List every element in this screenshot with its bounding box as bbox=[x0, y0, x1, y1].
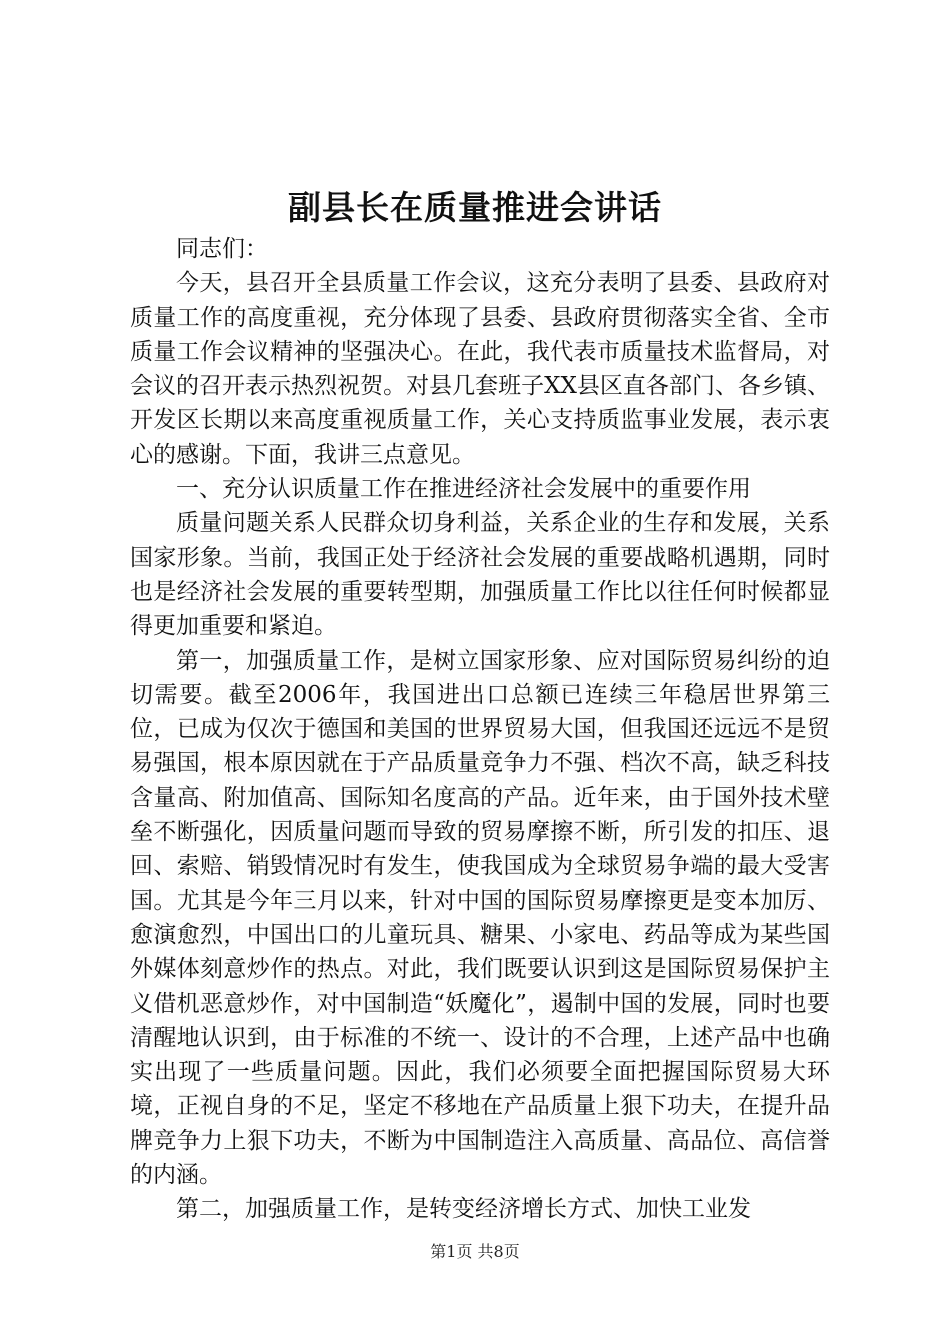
paragraph-salutation: 同志们： bbox=[176, 236, 268, 262]
paragraph-point-second: 第二，加强质量工作，是转变经济增长方式、加快工业发 bbox=[176, 1196, 751, 1223]
document-body bbox=[130, 232, 830, 1227]
page-footer: 第1页 共8页 bbox=[430, 1242, 520, 1261]
document-title: 副县长在质量推进会讲话 bbox=[288, 188, 662, 227]
paragraph-opening: 今天，县召开全县质量工作会议，这充分表明了县委、县政府对质量工作的高度重视，充分体现了县委、县政府贯彻落实全省、全市质量工作会议精神的坚强决心。在此，我代表市质量技术监督局，对会议的召开表示热烈祝贺。对县几套班子XX县区直各部门、各乡镇、开发区长期以来高度重视质量工作，关心支持质监事业发展，表示衷心的感谢。下面，我讲三点意见。 bbox=[130, 270, 830, 468]
section-heading-1: 一、充分认识质量工作在推进经济社会发展中的重要作用 bbox=[176, 476, 751, 503]
paragraph-point-first: 第一，加强质量工作，是树立国家形象、应对国际贸易纠纷的迫切需要。截至2006年，我国进出口总额已连续三年稳居世界第三位，已成为仅次于德国和美国的世界贸易大国，但我国还远远不是贸易强国，根本原因就在于产品质量竞争力不强、档次不高，缺乏科技含量高、附加值高、国际知名度高的产品。近年来，由于国外技术壁垒不断强化，因质量问题而导致的贸易摩擦不断，所引发的扣压、退回、索赔、销毁情况时有发生，使我国成为全球贸易争端的最大受害国。尤其是今年三月以来，针对中国的国际贸易摩擦更是变本加厉、愈演愈烈，中国出口的儿童玩具、糖果、小家电、药品等成为某些国外媒体刻意炒作的热点。对此，我们既要认识到这是国际贸易保护主义借机恶意炒作，对中国制造“妖魔化”，遏制中国的发展，同时也要清醒地认识到，由于标准的不统一、设计的不合理，上述产品中也确实出现了一些质量问题。因此，我们必须要全面把握国际贸易大环境，正视自身的不足，坚定不移地在产品质量上狠下功夫，在提升品牌竞争力上狠下功夫，不断为中国制造注入高质量、高品位、高信誉的内涵。 bbox=[130, 647, 830, 1189]
paragraph-quality-importance: 质量问题关系人民群众切身利益，关系企业的生存和发展，关系国家形象。当前，我国正处于经济社会发展的重要战略机遇期，同时也是经济社会发展的重要转型期，加强质量工作比以往任何时候都显得更加重要和紧迫。 bbox=[130, 510, 830, 640]
